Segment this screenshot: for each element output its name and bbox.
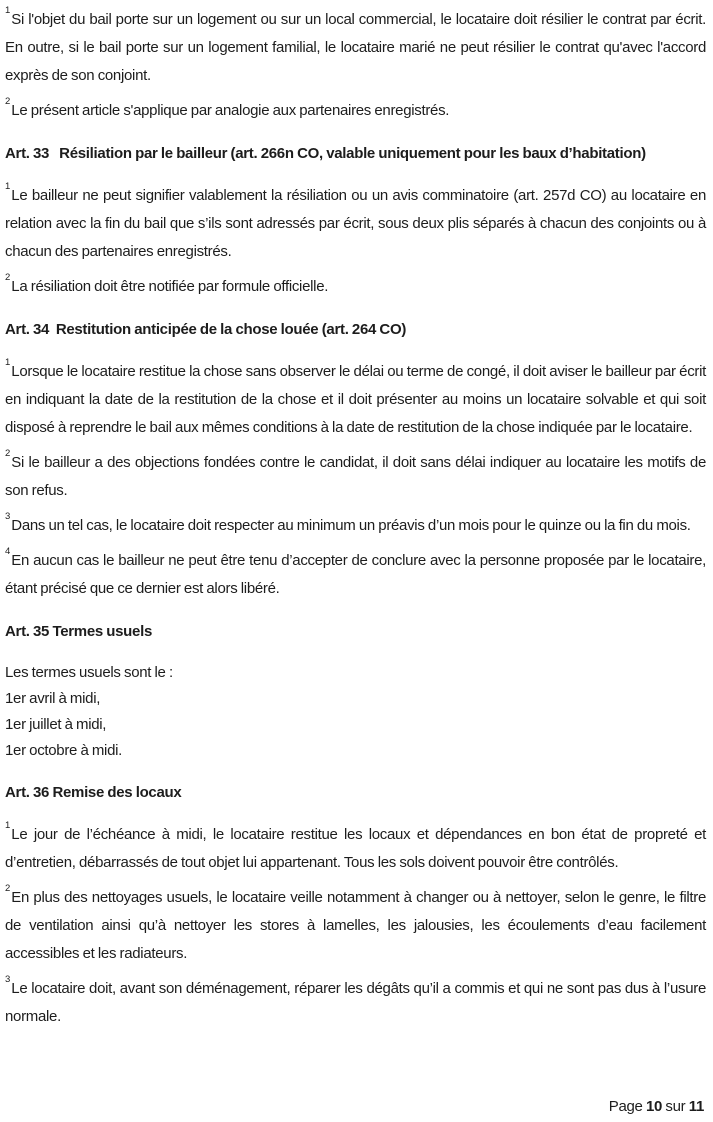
article-36-paragraph-2	[5, 884, 706, 968]
paragraph-text: Si l'objet du bail porte sur un logement ou sur un local commercial, le locataire doit résilier le contrat par écrit. En outre, si le bail porte sur un logement familial, le locataire marié ne peut résilier le contrat qu'avec l'accord exprès de son conjoint.	[5, 11, 706, 84]
paragraph-text: Le présent article s'applique par analogie aux partenaires enregistrés.	[11, 102, 450, 119]
intro-paragraph-2	[5, 97, 706, 125]
paragraph-text: La résiliation doit être notifiée par formule officielle.	[11, 278, 329, 295]
paragraph-number: 3	[5, 974, 11, 985]
article-34-paragraph-2	[5, 449, 706, 505]
paragraph-number: 1	[5, 181, 11, 192]
page-footer	[609, 1098, 704, 1116]
paragraph-number: 2	[5, 883, 11, 894]
article-34-paragraph-4	[5, 547, 706, 603]
paragraph-text: Dans un tel cas, le locataire doit respecter au minimum un préavis d’un mois pour le quinze ou la fin du mois.	[11, 517, 691, 534]
paragraph-number: 1	[5, 357, 11, 368]
paragraph-number: 1	[5, 5, 11, 16]
paragraph-text: Le bailleur ne peut signifier valablement la résiliation ou un avis comminatoire (art. 257d CO) au locataire en relation avec la fin du bail que s’ils sont adressés par écrit, sous deux plis séparés à chacun des conjoints ou à chacun des partenaires enregistrés.	[5, 187, 706, 260]
paragraph-number: 4	[5, 546, 11, 557]
term-line-october: 1er octobre à midi.	[5, 742, 123, 759]
paragraph-text: Si le bailleur a des objections fondées contre le candidat, il doit sans délai indiquer au locataire les motifs de son refus.	[5, 454, 706, 499]
paragraph-number: 2	[5, 272, 11, 283]
paragraph-text: Le locataire doit, avant son déménagement, réparer les dégâts qu’il a commis et qui ne sont pas dus à l’usure normale.	[5, 980, 706, 1025]
article-35-heading: Art. 35 Termes usuels	[5, 623, 152, 640]
term-line-july: 1er juillet à midi,	[5, 716, 107, 733]
article-36-paragraph-3	[5, 975, 706, 1031]
article-34-paragraph-1	[5, 358, 706, 442]
intro-paragraph-1	[5, 6, 706, 90]
footer-label: Page	[608, 1098, 643, 1115]
paragraph-text: En aucun cas le bailleur ne peut être tenu d’accepter de conclure avec la personne proposée par le locataire, étant précisé que ce dernier est alors libéré.	[5, 552, 706, 597]
footer-total-pages: 11	[688, 1098, 704, 1115]
article-34-heading: Art. 34 Restitution anticipée de la chose louée (art. 264 CO)	[5, 321, 407, 338]
article-34-paragraph-3	[5, 512, 706, 540]
term-line-intro: Les termes usuels sont le :	[5, 664, 173, 681]
paragraph-number: 2	[5, 96, 11, 107]
article-36-paragraph-1	[5, 821, 706, 877]
footer-separator: sur	[665, 1098, 686, 1115]
term-line-april: 1er avril à midi,	[5, 690, 101, 707]
paragraph-text: Le jour de l’échéance à midi, le locataire restitue les locaux et dépendances en bon état de propreté et d’entretien, débarrassés de tout objet lui appartenant. Tous les sols doivent pouvoir être contrôlés.	[5, 826, 706, 871]
footer-current-page: 10	[645, 1098, 663, 1115]
article-33-paragraph-1	[5, 182, 706, 266]
paragraph-text: En plus des nettoyages usuels, le locataire veille notamment à changer ou à nettoyer, selon le genre, le filtre de ventilation ainsi qu’à nettoyer les stores à lamelles, les jalousies, les écoulements d’eau facilement accessibles et les radiateurs.	[5, 889, 706, 962]
paragraph-number: 3	[5, 511, 11, 522]
article-33-heading: Art. 33 Résiliation par le bailleur (art. 266n CO, valable uniquement pour les baux d’habitation)	[5, 145, 646, 162]
article-36-heading: Art. 36 Remise des locaux	[5, 784, 182, 801]
article-33-paragraph-2	[5, 273, 706, 301]
paragraph-text: Lorsque le locataire restitue la chose sans observer le délai ou terme de congé, il doit aviser le bailleur par écrit en indiquant la date de la restitution de la chose et il doit présenter au moins un locataire solvable et qui soit disposé à reprendre le bail aux mêmes conditions à la date de restitution de la chose indiquée par le locataire.	[5, 363, 706, 436]
usual-terms-list	[5, 660, 706, 764]
paragraph-number: 2	[5, 448, 11, 459]
paragraph-number: 1	[5, 820, 11, 831]
